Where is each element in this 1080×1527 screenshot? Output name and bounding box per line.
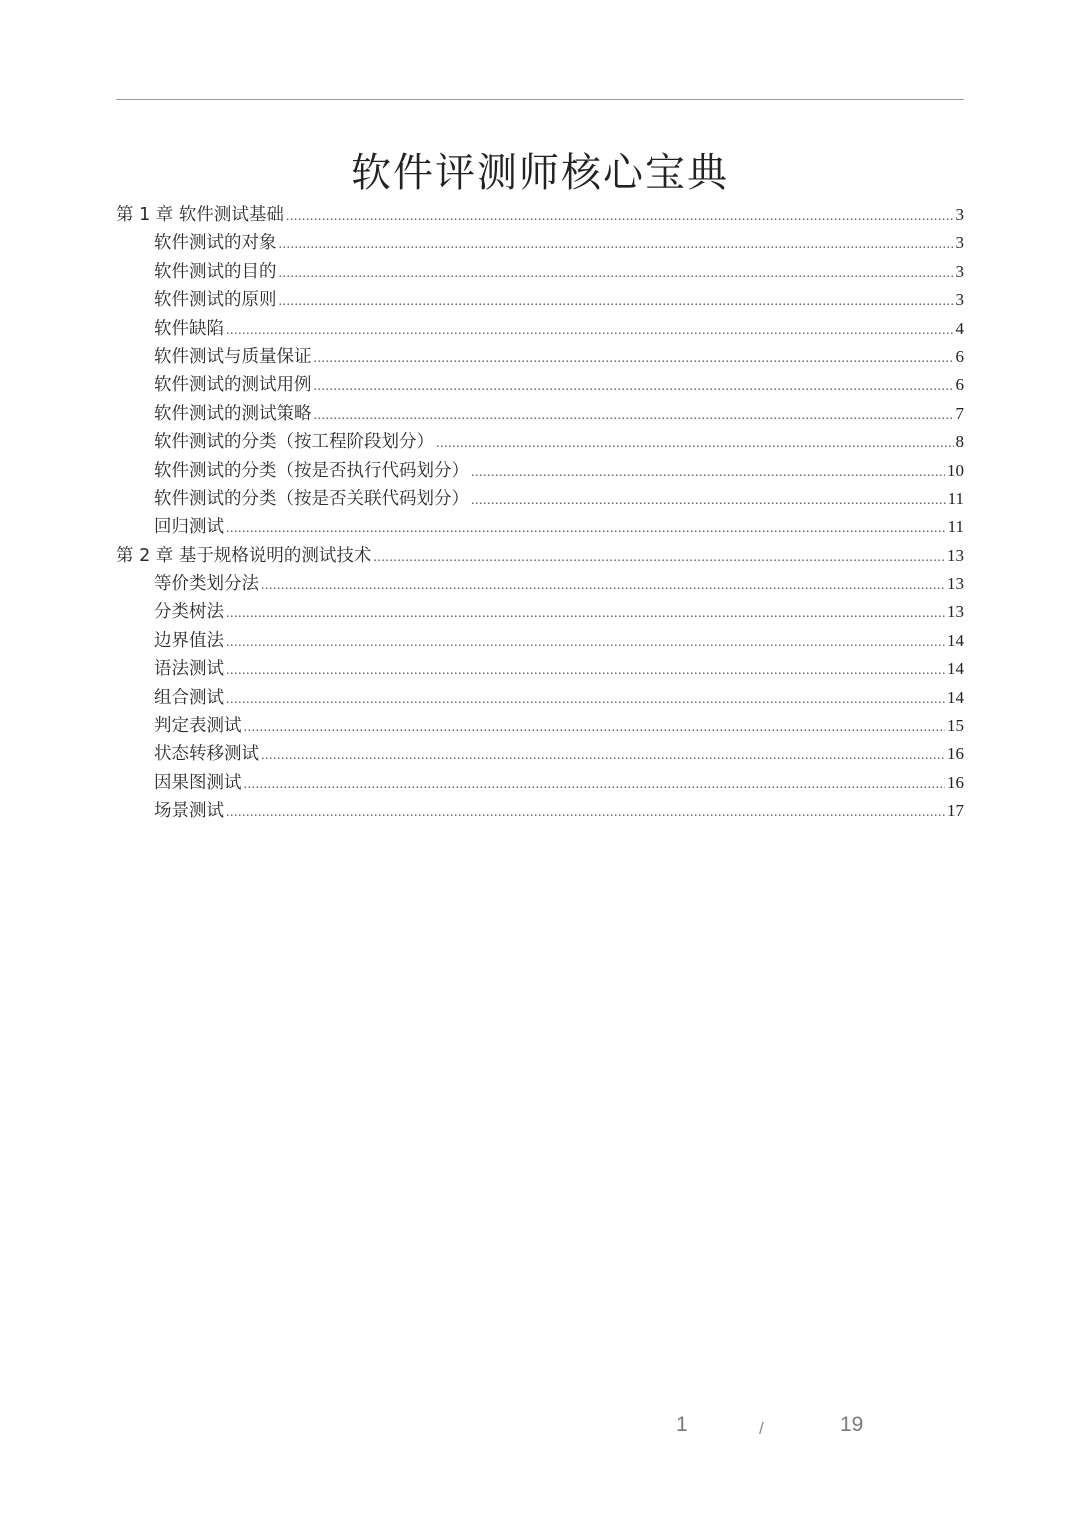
toc-section-entry[interactable] [116,513,964,541]
page-indicator [0,1408,1080,1442]
toc-dot-leader [279,231,954,259]
toc-section-entry[interactable] [116,712,964,740]
toc-dot-leader [226,629,945,657]
toc-section-entry[interactable] [116,286,964,314]
toc-section-entry[interactable] [116,229,964,257]
toc-section-entry[interactable] [116,769,964,797]
toc-section-entry[interactable] [116,570,964,598]
toc-dot-leader [373,544,945,572]
toc-dot-leader [226,657,945,685]
toc-section-entry[interactable] [116,258,964,286]
toc-entry-label: 状态转移测试 [154,744,259,765]
toc-dot-leader [279,288,954,316]
toc-entry-label: 回归测试 [154,517,224,538]
toc-dot-leader [226,686,945,714]
toc-entry-page-number: 4 [955,318,964,338]
toc-entry-page-number: 13 [947,545,964,565]
toc-entry-page-number: 3 [955,233,964,253]
toc-dot-leader [226,317,954,345]
toc-dot-leader [244,714,946,742]
toc-entry-label: 等价类划分法 [154,574,259,595]
toc-dot-leader [314,402,954,430]
toc-entry-label: 软件缺陷 [154,318,224,339]
toc-section-entry[interactable] [116,400,964,428]
toc-entry-label: 软件测试的分类（按是否关联代码划分） [154,488,469,509]
toc-section-entry[interactable] [116,684,964,712]
toc-entry-page-number: 16 [947,744,964,764]
toc-chapter-entry[interactable] [116,542,964,570]
toc-entry-page-number: 6 [955,346,964,366]
toc-entry-label: 场景测试 [154,801,224,822]
toc-section-entry[interactable] [116,343,964,371]
toc-entry-label: 分类树法 [154,602,224,623]
toc-entry-label: 软件测试的目的 [154,261,277,282]
toc-dot-leader [286,203,954,231]
toc-entry-page-number: 13 [947,574,964,594]
toc-dot-leader [226,515,946,543]
toc-dot-leader [226,799,945,827]
toc-entry-page-number: 7 [955,403,964,423]
toc-section-entry[interactable] [116,371,964,399]
toc-section-entry[interactable] [116,627,964,655]
toc-dot-leader [314,345,954,373]
page-separator: / [759,1419,764,1438]
toc-entry-label: 第 1 章 软件测试基础 [116,205,284,225]
total-page-count: 19 [840,1413,864,1436]
document-title: 软件评测师核心宝典 [351,150,729,196]
toc-entry-label: 软件测试的测试策略 [154,403,312,424]
toc-section-entry[interactable] [116,797,964,825]
current-page-number: 1 [676,1413,688,1436]
toc-entry-page-number: 10 [947,460,964,480]
toc-entry-page-number: 11 [947,488,964,508]
toc-dot-leader [471,459,945,487]
table-of-contents [116,201,964,826]
toc-entry-label: 软件测试的对象 [154,233,277,254]
toc-section-entry[interactable] [116,457,964,485]
toc-entry-page-number: 3 [955,205,964,224]
toc-dot-leader [261,572,945,600]
toc-entry-page-number: 15 [947,716,964,736]
toc-dot-leader [436,430,954,458]
toc-entry-label: 第 2 章 基于规格说明的测试技术 [116,545,372,566]
toc-entry-page-number: 3 [955,261,964,281]
toc-entry-page-number: 17 [947,801,964,821]
toc-entry-label: 软件测试的测试用例 [154,375,312,396]
toc-dot-leader [226,600,945,628]
toc-entry-label: 软件测试的原则 [154,290,277,311]
toc-section-entry[interactable] [116,485,964,513]
toc-dot-leader [279,260,954,288]
toc-section-entry[interactable] [116,598,964,626]
toc-entry-page-number: 16 [947,772,964,792]
toc-entry-page-number: 8 [955,432,964,452]
toc-dot-leader [261,742,945,770]
toc-chapter-entry[interactable] [116,201,964,229]
toc-entry-label: 判定表测试 [154,716,242,737]
toc-entry-label: 语法测试 [154,659,224,680]
toc-entry-page-number: 13 [947,602,964,622]
toc-entry-page-number: 14 [947,687,964,707]
toc-entry-label: 边界值法 [154,630,224,651]
toc-dot-leader [314,373,954,401]
toc-section-entry[interactable] [116,315,964,343]
toc-section-entry[interactable] [116,655,964,683]
toc-entry-page-number: 6 [955,375,964,395]
toc-entry-label: 软件测试与质量保证 [154,346,312,367]
toc-entry-label: 组合测试 [154,687,224,708]
toc-entry-label: 软件测试的分类（按工程阶段划分） [154,432,434,453]
toc-entry-label: 软件测试的分类（按是否执行代码划分） [154,460,469,481]
toc-section-entry[interactable] [116,740,964,768]
toc-section-entry[interactable] [116,428,964,456]
toc-entry-page-number: 11 [947,517,964,537]
toc-entry-page-number: 14 [947,659,964,679]
toc-dot-leader [471,487,946,515]
toc-dot-leader [244,771,946,799]
header-rule [116,99,964,100]
toc-entry-page-number: 14 [947,630,964,650]
toc-entry-page-number: 3 [955,290,964,310]
toc-entry-label: 因果图测试 [154,772,242,793]
